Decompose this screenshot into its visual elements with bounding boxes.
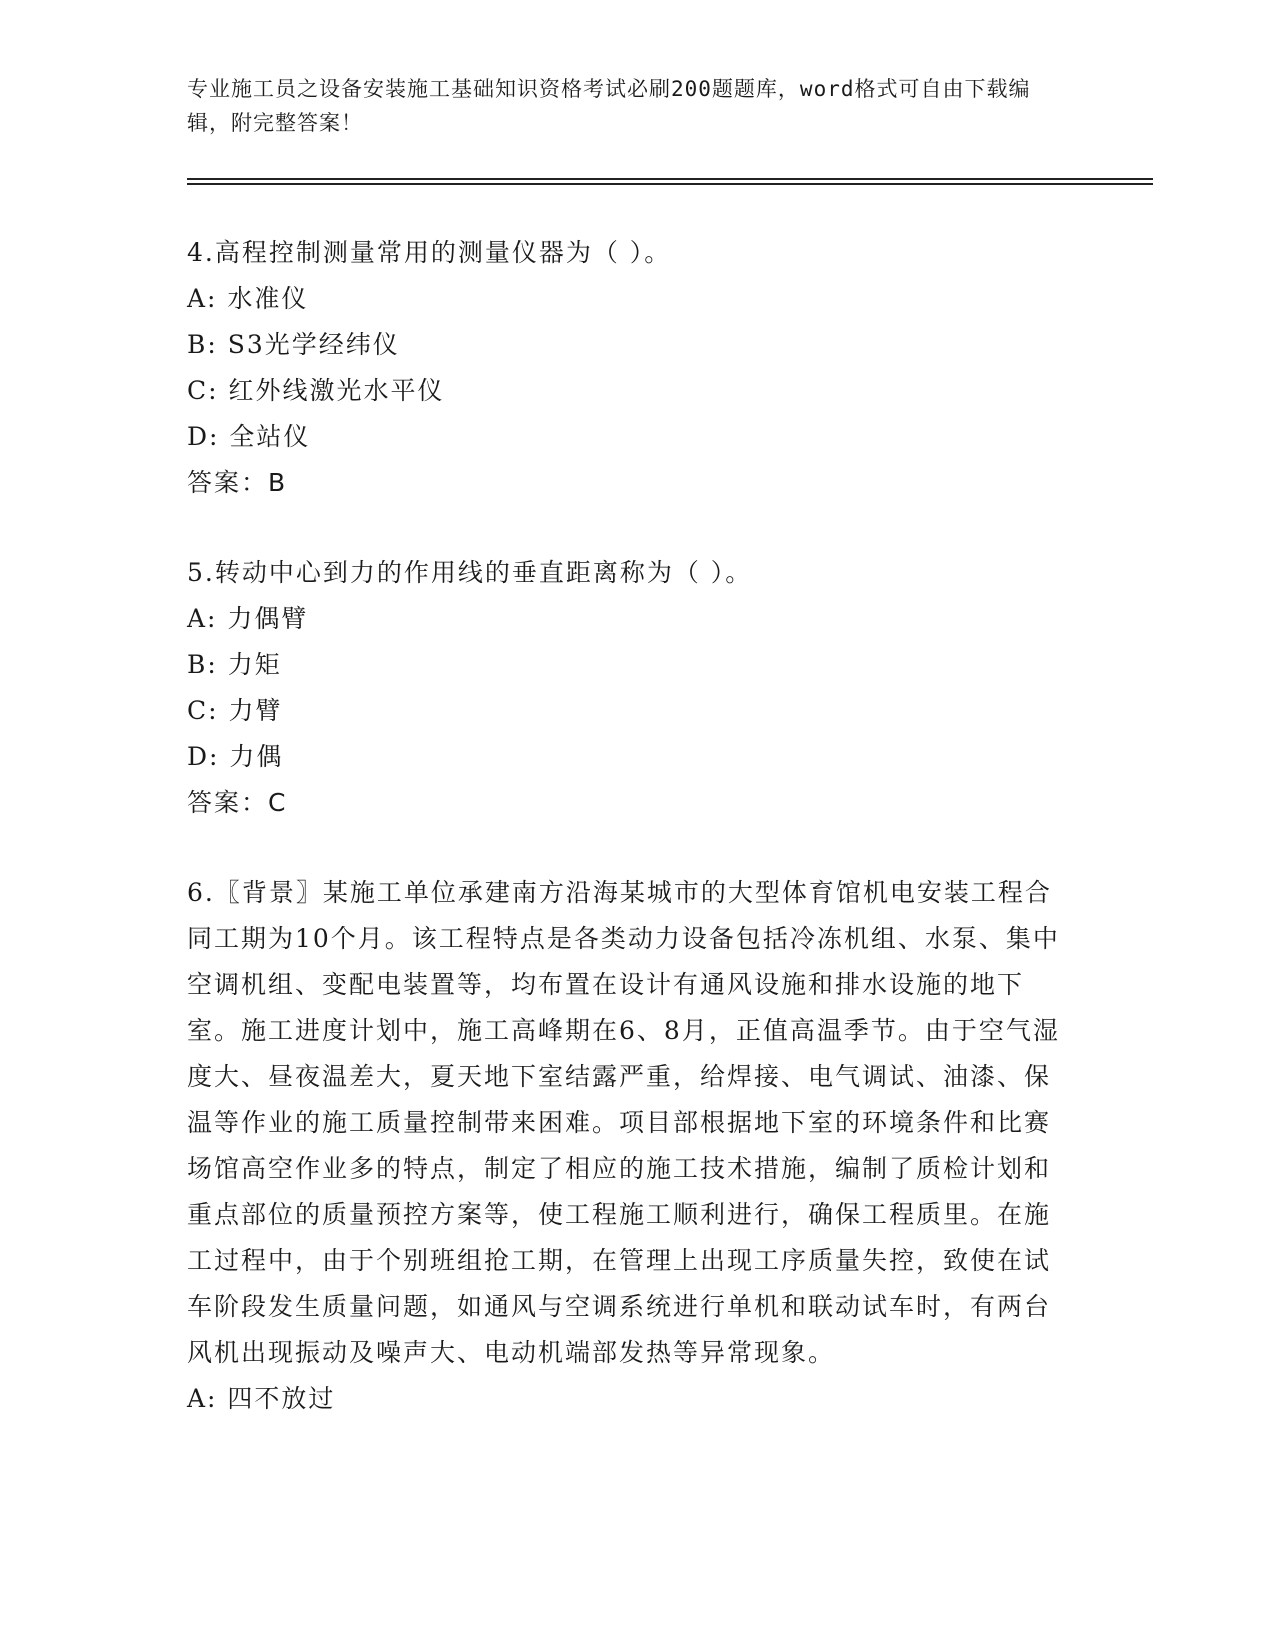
option-a: A: 力偶臂 [187, 604, 309, 633]
question-spacer [187, 826, 1067, 870]
question-5 [187, 550, 1067, 826]
header-divider-bottom [187, 183, 1153, 185]
question-stem: 4.高程控制测量常用的测量仪器为（ ）。 [187, 238, 672, 267]
option-a: A: 四不放过 [187, 1384, 336, 1413]
answer-line: 答案：C [187, 788, 288, 817]
option-d: D: 力偶 [187, 742, 284, 771]
question-stem: 6.〖背景〗某施工单位承建南方沿海某城市的大型体育馆机电安装工程合同工期为10个月。该工程特点是各类动力设备包括冷冻机组、水泵、集中空调机组、变配电装置等，均布置在设计有通风设施和排水设施的地下室。施工进度计划中，施工高峰期在6、8月，正值高温季节。由于空气湿度大、昼夜温差大，夏天地下室结露严重，给焊接、电气调试、油漆、保温等作业的施工质量控制带来困难。项目部根据地下室的环境条件和比赛场馆高空作业多的特点，制定了相应的施工技术措施，编制了质检计划和重点部位的质量预控方案等，使工程施工顺利进行，确保工程质里。在施工过程中，由于个别班组抢工期，在管理上出现工序质量失控，致使在试车阶段发生质量问题，如通风与空调系统进行单机和联动试车时，有两台风机出现振动及噪声大、电动机端部发热等异常现象。 [187, 878, 1060, 1367]
question-list [187, 230, 1067, 1422]
header-divider-top [187, 178, 1153, 180]
question-4 [187, 230, 1067, 506]
document-header: 专业施工员之设备安装施工基础知识资格考试必刷200题题库，word格式可自由下载编辑，附完整答案！ [187, 77, 1031, 135]
option-c: C: 力臂 [187, 696, 283, 725]
option-c: C: 红外线激光水平仪 [187, 376, 445, 405]
question-6 [187, 870, 1067, 1422]
question-stem: 5.转动中心到力的作用线的垂直距离称为（ ）。 [187, 558, 753, 587]
option-b: B: S3光学经纬仪 [187, 330, 400, 359]
answer-line: 答案：B [187, 468, 288, 497]
option-d: D: 全站仪 [187, 422, 311, 451]
question-spacer [187, 506, 1067, 550]
option-b: B: 力矩 [187, 650, 282, 679]
option-a: A: 水准仪 [187, 284, 309, 313]
